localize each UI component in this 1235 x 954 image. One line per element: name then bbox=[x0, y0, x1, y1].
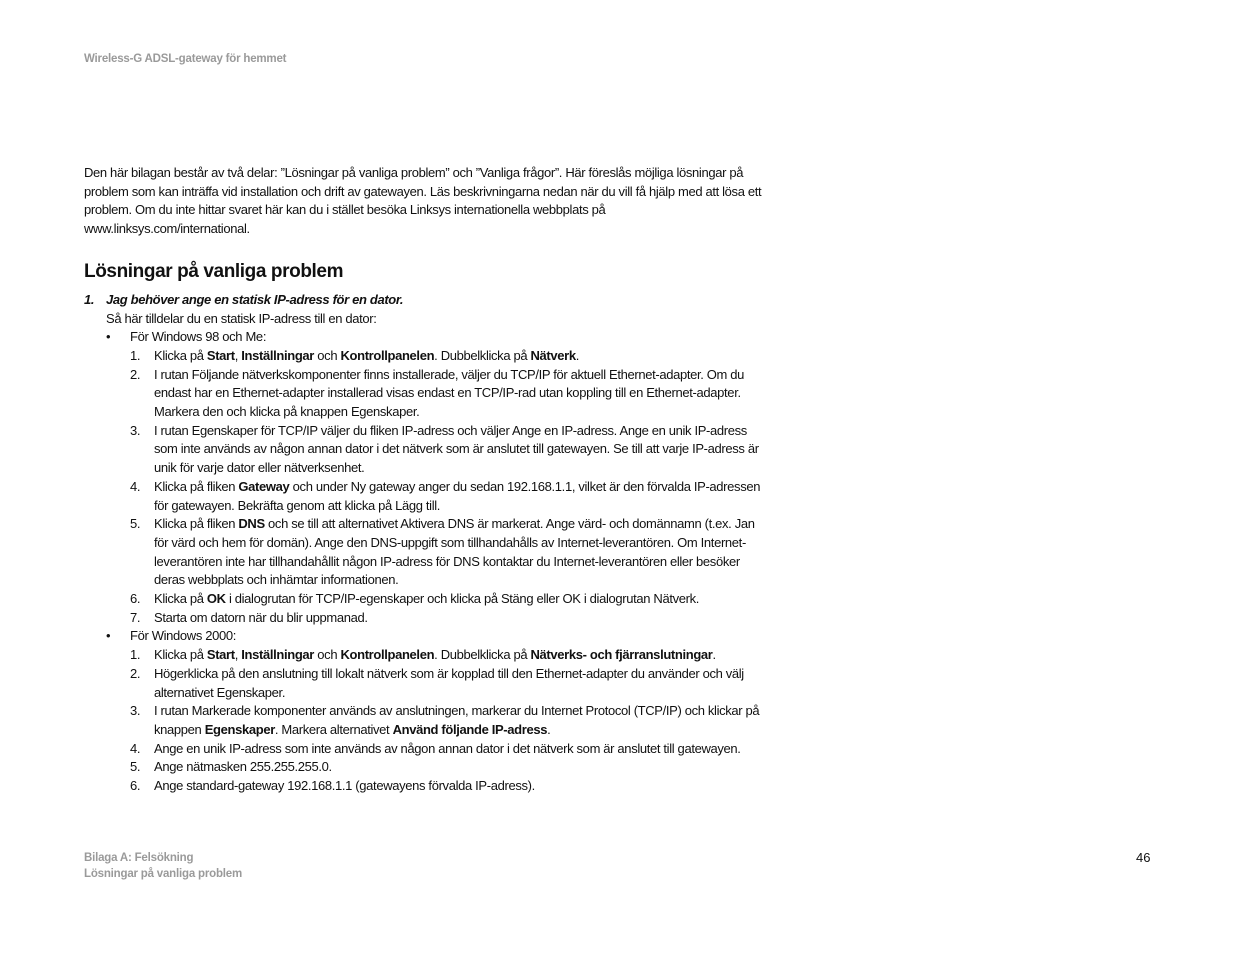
step-number: 6. bbox=[130, 591, 141, 607]
step-number: 2. bbox=[130, 366, 141, 382]
question-number: 1. bbox=[84, 291, 95, 307]
step-number: 3. bbox=[130, 703, 141, 719]
list-item bbox=[130, 422, 764, 478]
running-header: Wireless-G ADSL-gateway för hemmet bbox=[84, 53, 287, 65]
bullet-label: För Windows 98 och Me: bbox=[130, 329, 267, 345]
list-item bbox=[130, 515, 764, 590]
running-footer bbox=[84, 850, 242, 882]
step-text: Klicka på Start, Inställningar och Kontrollpanelen. Dubbelklicka på Nätverk. bbox=[154, 347, 579, 363]
bullet-label: För Windows 2000: bbox=[130, 628, 237, 644]
page-content bbox=[84, 164, 764, 796]
page-number: 46 bbox=[1136, 850, 1151, 865]
step-text: Klicka på Start, Inställningar och Kontrollpanelen. Dubbelklicka på Nätverks- och fjärranslutningar. bbox=[154, 647, 716, 663]
list-item bbox=[130, 590, 764, 609]
section-title: Lösningar på vanliga problem bbox=[84, 260, 344, 282]
step-number: 1. bbox=[130, 647, 141, 663]
footer-chapter: Bilaga A: Felsökning bbox=[84, 852, 194, 864]
win2000-steps bbox=[84, 646, 764, 796]
step-number: 1. bbox=[130, 347, 141, 363]
step-number: 3. bbox=[130, 422, 141, 438]
list-item bbox=[130, 646, 764, 665]
step-text: I rutan Följande nätverkskomponenter finns installerade, väljer du TCP/IP för aktuell Ethernet-adapter. Om du endast har en Ethernet-adapter installerad visas endast en TCP/IP-rad utan koppling till en Ethernet-adapter. Markera den och klicka på knappen Egenskaper. bbox=[154, 366, 745, 420]
win98-steps bbox=[84, 347, 764, 628]
step-number: 4. bbox=[130, 740, 141, 756]
step-text: Högerklicka på den anslutning till lokalt nätverk som är kopplad till den Ethernet-adapter du använder och välj alternativet Egenskaper. bbox=[154, 665, 744, 700]
question-1 bbox=[84, 291, 764, 310]
step-text: I rutan Markerade komponenter används av anslutningen, markerar du Internet Protocol (TCP/IP) och klickar på knappen Egenskaper. Markera alternativet Använd följande IP-adress. bbox=[154, 703, 760, 737]
step-number: 5. bbox=[130, 759, 141, 775]
step-text: Klicka på fliken DNS och se till att alternativet Aktivera DNS är markerat. Ange värd- och domännamn (t.ex. Jan för värd och hem för domän). Ange den DNS-uppgift som tillhandahålls av Internet-leverantören. Om Internet-leverantören inte har tillhandahållit någon IP-adress för DNS kontaktar du Internet-leverantören eller besöker deras webbplats och inhämtar informationen. bbox=[154, 516, 755, 588]
list-item bbox=[130, 758, 764, 777]
bullet-mark: • bbox=[106, 628, 111, 644]
step-text: Ange nätmasken 255.255.255.0. bbox=[154, 759, 332, 775]
step-text: Ange en unik IP-adress som inte används av någon annan dator i det nätverk som är anslutet till gatewayen. bbox=[154, 740, 741, 756]
list-item bbox=[130, 702, 764, 739]
step-text: Ange standard-gateway 192.168.1.1 (gatewayens förvalda IP-adress). bbox=[154, 778, 535, 794]
list-item bbox=[130, 347, 764, 366]
question-text: Jag behöver ange en statisk IP-adress för en dator. bbox=[106, 291, 404, 307]
step-text: Starta om datorn när du blir uppmanad. bbox=[154, 609, 368, 625]
list-item bbox=[130, 609, 764, 628]
step-text: Klicka på OK i dialogrutan för TCP/IP-egenskaper och klicka på Stäng eller OK i dialogrutan Nätverk. bbox=[154, 591, 700, 607]
answer-intro: Så här tilldelar du en statisk IP-adress till en dator: bbox=[106, 310, 377, 326]
list-item bbox=[130, 740, 764, 759]
list-item bbox=[130, 665, 764, 702]
step-text: I rutan Egenskaper för TCP/IP väljer du fliken IP-adress och väljer Ange en IP-adress. Ange en unik IP-adress som inte används av någon annan dator i det nätverk som är anslutet till gatewayen. Se till att varje IP-adress är unik för varje dator eller nätverksenhet. bbox=[154, 422, 759, 476]
list-item bbox=[130, 366, 764, 422]
step-number: 7. bbox=[130, 609, 141, 625]
intro-paragraph: Den här bilagan består av två delar: ”Lösningar på vanliga problem” och ”Vanliga frågor”. Här föreslås möjliga lösningar på problem som kan inträffa vid installation och drift av gatewayen. Läs beskrivningarna nedan när du vill få hjälp med att lösa ett problem. Om du inte hittar svaret här kan du i stället besöka Linksys internationella webbplats på www.linksys.com/international. bbox=[84, 165, 762, 237]
step-text: Klicka på fliken Gateway och under Ny gateway anger du sedan 192.168.1.1, vilket är den förvalda IP-adressen för gatewayen. Bekräfta genom att klicka på Lägg till. bbox=[154, 478, 761, 513]
step-number: 5. bbox=[130, 516, 141, 532]
step-number: 2. bbox=[130, 665, 141, 681]
list-item bbox=[130, 777, 764, 796]
bullet-win98 bbox=[84, 328, 764, 347]
step-number: 4. bbox=[130, 478, 141, 494]
bullet-win2000 bbox=[84, 627, 764, 646]
footer-section: Lösningar på vanliga problem bbox=[84, 868, 242, 880]
bullet-mark: • bbox=[106, 329, 111, 345]
list-item bbox=[130, 478, 764, 515]
step-number: 6. bbox=[130, 778, 141, 794]
